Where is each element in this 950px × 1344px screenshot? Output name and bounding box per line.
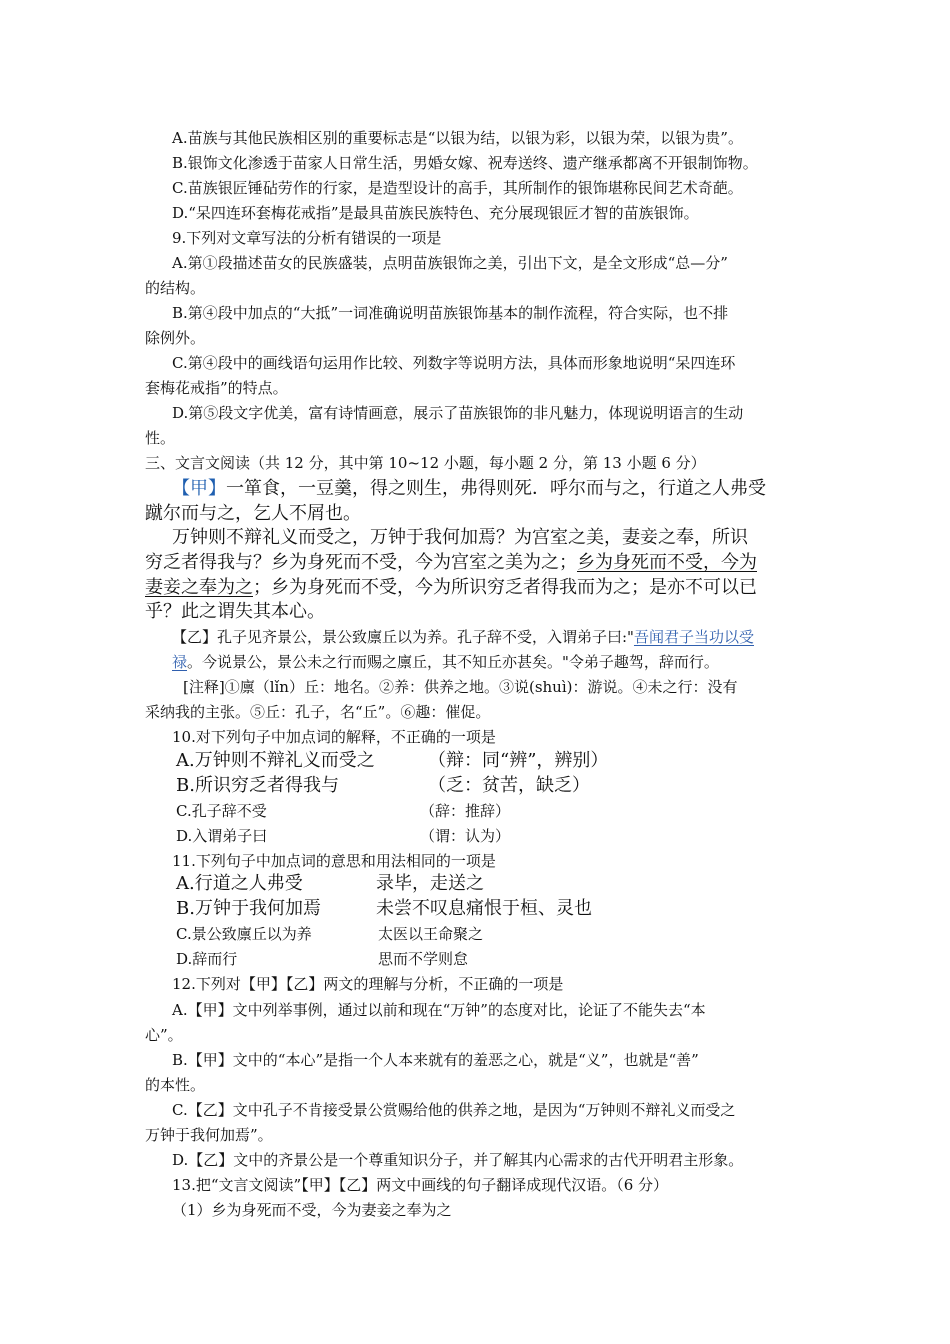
q13-stem: 13.把“文言文阅读”【甲】【乙】两文中画线的句子翻译成现代汉语。（6 分） bbox=[172, 1176, 669, 1194]
passage-jia-text4: 穷乏者得我与？乡为身死而不受，今为宫室之美为之； bbox=[145, 552, 577, 573]
q11-option-a: A.行道之人弗受 bbox=[176, 873, 303, 894]
passage-jia-tag: 【甲】 bbox=[172, 478, 226, 499]
passage-yi-text1: 【乙】孔子见齐景公，景公致廪丘以为养。孔子辞不受，入谓弟子曰:" bbox=[172, 628, 634, 646]
q10-option-a-note: （辩：同“辨”，辨别） bbox=[428, 750, 609, 771]
q10-option-b: B.所识穷乏者得我与 bbox=[176, 775, 339, 796]
q9-stem: 9.下列对文章写法的分析有错误的一项是 bbox=[172, 229, 442, 247]
q10-option-b-note: （乏：贫苦，缺乏） bbox=[428, 775, 590, 796]
q9-option-a-line1: A.第①段描述苗女的民族盛装，点明苗族银饰之美，引出下文，是全文形成“总—分” bbox=[172, 254, 728, 272]
q11-option-b-compare: 未尝不叹息痛恨于桓、灵也 bbox=[376, 898, 592, 919]
q13-sentence-1: （1）乡为身死而不受，今为妻妾之奉为之 bbox=[172, 1201, 452, 1219]
passage-jia-line2: 蹴尔而与之，乞人不屑也。 bbox=[145, 503, 361, 524]
q10-option-d: D.入谓弟子曰 bbox=[176, 827, 268, 845]
passage-jia-line1 bbox=[172, 477, 766, 501]
q9-option-d-line1: D.第⑤段文字优美，富有诗情画意，展示了苗族银饰的非凡魅力，体现说明语言的生动 bbox=[172, 404, 744, 422]
passage-yi-underlined-part1: 吾闻君子当功以受 bbox=[633, 628, 754, 646]
q9-option-a-line2: 的结构。 bbox=[145, 279, 206, 297]
q8-option-b: B.银饰文化渗透于苗家人日常生活，男婚女嫁、祝寿送终、遗产继承都离不开银制饰物。 bbox=[172, 154, 758, 172]
passage-yi-underlined-part2: 禄 bbox=[172, 653, 188, 671]
q10-option-a: A.万钟则不辩礼义而受之 bbox=[176, 750, 375, 771]
passage-jia-text1: 一箪食，一豆羹，得之则生，弗得则死．呼尔而与之，行道之人弗受 bbox=[226, 478, 766, 499]
q12-option-d: D.【乙】文中的齐景公是一个尊重知识分子，并了解其内心需求的古代开明君主形象。 bbox=[172, 1151, 744, 1169]
passage-yi-text2: 。今说景公，景公未之行而赐之廪丘，其不知丘亦甚矣。"令弟子趣驾，辞而行。 bbox=[187, 653, 719, 671]
passage-jia-line3: 万钟则不辩礼义而受之，万钟于我何加焉？为宫室之美，妻妾之奉，所识 bbox=[172, 527, 748, 548]
q12-option-b-line1: B.【甲】文中的“本心”是指一个人本来就有的羞恶之心，就是“义”，也就是“善” bbox=[172, 1051, 699, 1069]
q8-option-a: A.苗族与其他民族相区别的重要标志是“以银为结，以银为彩，以银为荣，以银为贵”。 bbox=[172, 129, 743, 147]
passage-yi-line2 bbox=[172, 652, 719, 672]
annotation-line1: [注释]①廪（lǐn）丘：地名。②养：供养之地。③说(shuì)：游说。④未之行：没有 bbox=[183, 678, 738, 696]
q9-option-c-line2: 套梅花戒指”的特点。 bbox=[145, 379, 288, 397]
q11-option-d-compare: 思而不学则怠 bbox=[378, 950, 469, 968]
annotation-line2: 采纳我的主张。⑤丘：孔子，名“丘”。⑥趣：催促。 bbox=[145, 703, 491, 721]
q11-option-c-compare: 太医以王命聚之 bbox=[378, 925, 484, 943]
q9-option-b-line2: 除例外。 bbox=[145, 329, 206, 347]
q8-option-d: D.“呆四连环套梅花戒指”是最具苗族民族特色、充分展现银匠才智的苗族银饰。 bbox=[172, 204, 699, 222]
q11-stem: 11.下列句子中加点词的意思和用法相同的一项是 bbox=[172, 852, 496, 870]
q9-option-d-line2: 性。 bbox=[145, 429, 176, 447]
q11-option-c: C.景公致廪丘以为养 bbox=[176, 925, 312, 943]
passage-yi-line1 bbox=[172, 627, 754, 647]
q10-stem: 10.对下列句子中加点词的解释，不正确的一项是 bbox=[172, 728, 496, 746]
section-heading: 三、文言文阅读（共 12 分，其中第 10~12 小题，每小题 2 分，第 13 小题 6 分） bbox=[145, 454, 706, 472]
passage-jia-line4 bbox=[145, 551, 757, 575]
q9-option-c-line1: C.第④段中的画线语句运用作比较、列数字等说明方法，具体而形象地说明“呆四连环 bbox=[172, 354, 736, 372]
q12-option-b-line2: 的本性。 bbox=[145, 1076, 206, 1094]
q10-option-c: C.孔子辞不受 bbox=[176, 802, 267, 820]
q12-option-a-line2: 心”。 bbox=[145, 1026, 183, 1044]
q12-stem: 12.下列对【甲】【乙】两文的理解与分析，不正确的一项是 bbox=[172, 975, 564, 993]
underlined-sentence-part2: 妻妾之奉为之 bbox=[145, 577, 253, 598]
q8-option-c: C.苗族银匠锤砧劳作的行家，是造型设计的高手，其所制作的银饰堪称民间艺术奇葩。 bbox=[172, 179, 743, 197]
q11-option-b: B.万钟于我何加焉 bbox=[176, 898, 321, 919]
underlined-sentence-part1: 乡为身死而不受，今为 bbox=[577, 552, 757, 573]
q12-option-a-line1: A.【甲】文中列举事例，通过以前和现在“万钟”的态度对比，论证了不能失去“本 bbox=[172, 1001, 706, 1019]
passage-jia-line6: 乎？此之谓失其本心。 bbox=[145, 601, 325, 622]
passage-jia-line5 bbox=[145, 576, 757, 600]
q12-option-c-line2: 万钟于我何加焉”。 bbox=[145, 1126, 273, 1144]
q9-option-b-line1: B.第④段中加点的“大抵”一词准确说明苗族银饰基本的制作流程，符合实际，也不排 bbox=[172, 304, 729, 322]
q10-option-c-note: （辞：推辞） bbox=[420, 802, 511, 820]
q11-option-a-compare: 录毕，走送之 bbox=[376, 873, 484, 894]
q12-option-c-line1: C.【乙】文中孔子不肯接受景公赏赐给他的供养之地，是因为“万钟则不辩礼义而受之 bbox=[172, 1101, 736, 1119]
q10-option-d-note: （谓：认为） bbox=[420, 827, 511, 845]
q11-option-d: D.辞而行 bbox=[176, 950, 238, 968]
passage-jia-text5: ；乡为身死而不受，今为所识穷乏者得我而为之；是亦不可以已 bbox=[253, 577, 757, 598]
